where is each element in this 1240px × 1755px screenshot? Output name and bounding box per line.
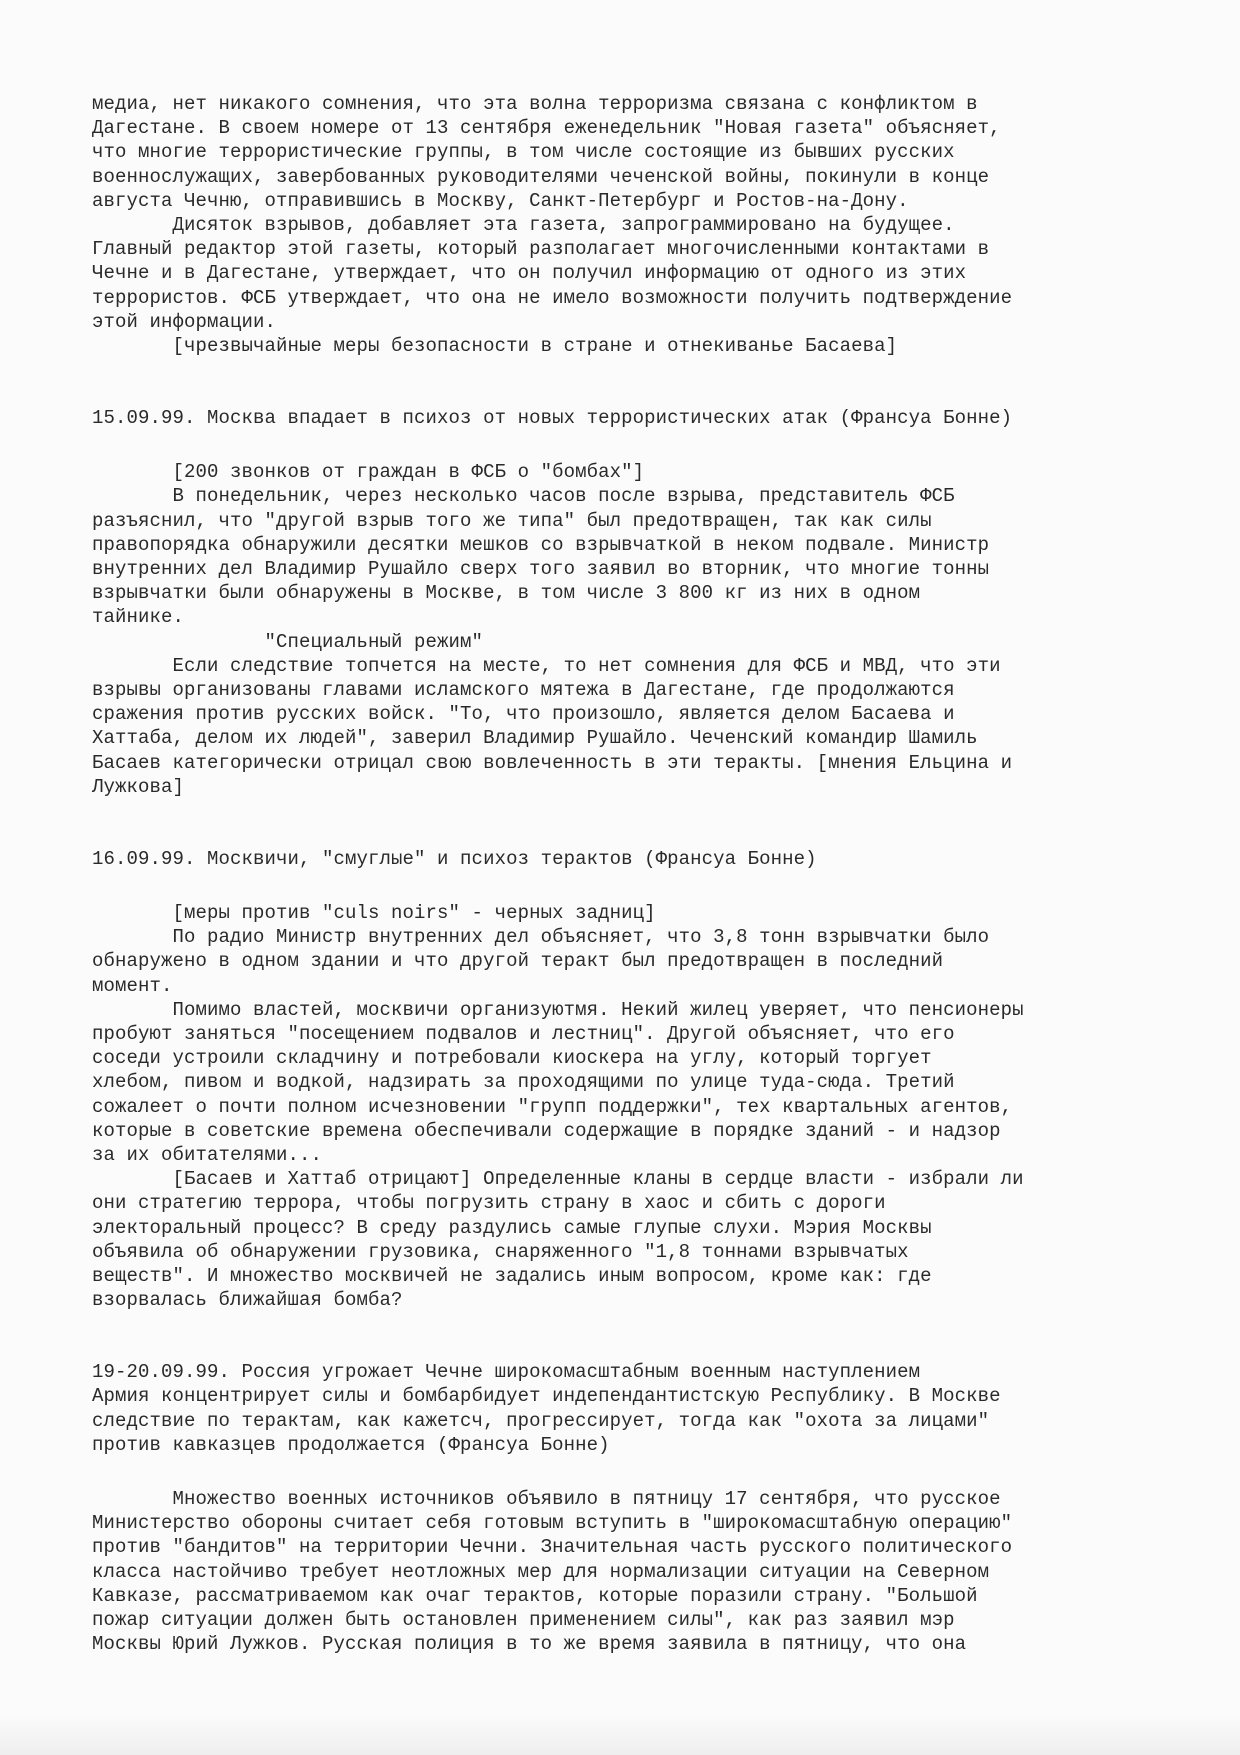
text-line: Главный редактор этой газеты, который разполагает многочисленными контактами в xyxy=(92,238,990,261)
text-line: Множество военных источников объявило в пятницу 17 сентября, что русское xyxy=(92,1488,1001,1510)
text-line: правопорядка обнаружили десятки мешков со взрывчаткой в неком подвале. Министр xyxy=(92,533,990,556)
article-heading: против кавказцев продолжается (Франсуа Бонне) xyxy=(92,1433,610,1456)
text-line: против "бандитов" на территории Чечни. Значительная часть русского политического xyxy=(92,1536,1013,1559)
text-line: пожар ситуации должен быть остановлен применением силы", как раз заявил мэр xyxy=(92,1608,955,1631)
article-heading: 19-20.09.99. Россия угрожает Чечне широкомасштабным военным наступлением xyxy=(92,1361,921,1384)
text-line: что многие террористические группы, в том числе состоящие из бывших русских xyxy=(92,141,955,164)
page-bottom-shadow xyxy=(0,1715,1240,1755)
article-heading: следствие по терактам, как кажетсч, прогрессирует, тогда как "охота за лицами" xyxy=(92,1409,990,1432)
text-line: которые в советские времена обеспечивали содержащие в порядке зданий - и надзор xyxy=(92,1119,1001,1142)
text-line: класса настойчиво требует неотложных мер для нормализации ситуации на Северном xyxy=(92,1560,990,1583)
text-line: [Басаев и Хаттаб отрицают] Определенные кланы в сердце власти - избрали ли xyxy=(92,1168,1024,1191)
text-line: за их обитателями... xyxy=(92,1143,323,1166)
text-line: они стратегию террора, чтобы погрузить страну в хаос и сбить с дороги xyxy=(92,1192,886,1215)
text-line: взорвалась ближайшая бомба? xyxy=(92,1289,403,1312)
text-line: [200 звонков от граждан в ФСБ о "бомбах"] xyxy=(92,461,645,484)
text-line: военнослужащих, завербованных руководителями чеченской войны, покинули в конце xyxy=(92,165,990,188)
text-line: террористов. ФСБ утверждает, что она не имело возможности получить подтверждение xyxy=(92,286,1013,309)
text-line: взрывы организованы главами исламского мятежа в Дагестане, где продолжаются xyxy=(92,678,955,701)
text-line: медиа, нет никакого сомнения, что эта волна терроризма связана с конфликтом в xyxy=(92,93,978,115)
section-15-09-99 xyxy=(92,406,1122,799)
text-line: соседи устроили складчину и потребовали киоскера на углу, который торгует xyxy=(92,1047,932,1070)
text-line: разъяснил, что "другой взрыв того же типа" был предотвращен, так как силы xyxy=(92,509,932,532)
text-line: объявила об обнаружении грузовика, снаряженного "1,8 тоннами взрывчатых xyxy=(92,1240,909,1263)
subheading-line: "Специальный режим" xyxy=(92,630,484,653)
text-line: внутренних дел Владимир Рушайло сверх того заявил во вторник, что многие тонны xyxy=(92,558,990,580)
text-line: сожалеет о почти полном исчезновении "групп поддержки", тех квартальных агентов, xyxy=(92,1095,1013,1118)
text-line: [меры против "culs noirs" - черных задниц] xyxy=(92,902,656,925)
text-line: Чечне и в Дагестане, утверждает, что он получил информацию от одного из этих xyxy=(92,262,967,285)
text-line: Если следствие топчется на месте, то нет сомнения для ФСБ и МВД, что эти xyxy=(92,654,1001,677)
article-heading: 16.09.99. Москвичи, "смуглые" и психоз терактов (Франсуа Бонне) xyxy=(92,847,817,870)
text-line: тайнике. xyxy=(92,606,185,629)
text-line: Дисяток взрывов, добавляет эта газета, запрограммировано на будущее. xyxy=(92,213,955,236)
text-line: августа Чечню, отправившись в Москву, Санкт-Петербург и Ростов-на-Дону. xyxy=(92,189,909,212)
section-intro xyxy=(92,92,1122,358)
text-line: Москвы Юрий Лужков. Русская полиция в то же время заявила в пятницу, что она xyxy=(92,1633,967,1656)
text-line: Хаттаба, делом их людей", заверил Владимир Рушайло. Чеченский командир Шамиль xyxy=(92,727,978,750)
text-line: этой информации. xyxy=(92,310,277,333)
text-line: веществ". И множество москвичей не задались иным вопросом, кроме как: где xyxy=(92,1264,932,1287)
section-19-20-09-99 xyxy=(92,1360,1122,1656)
text-line: сражения против русских войск. "То, что произошло, является делом Басаева и xyxy=(92,703,955,726)
text-line: Басаев категорически отрицал свою вовлеченность в эти теракты. [мнения Ельцина и xyxy=(92,751,1013,774)
document-body xyxy=(92,92,1122,1656)
text-line: Помимо властей, москвичи организуютмя. Некий жилец уверяет, что пенсионеры xyxy=(92,998,1024,1021)
article-heading: 15.09.99. Москва впадает в психоз от новых террористических атак (Франсуа Бонне) xyxy=(92,407,1013,430)
text-line: Лужкова] xyxy=(92,775,185,798)
text-line: Дагестане. В своем номере от 13 сентября еженедельник "Новая газета" объясняет, xyxy=(92,117,1001,140)
section-16-09-99 xyxy=(92,847,1122,1312)
text-line: [чрезвычайные меры безопасности в стране и отнекиванье Басаева] xyxy=(92,334,898,357)
text-line: Кавказе, рассматриваемом как очаг терактов, которые поразили страну. "Большой xyxy=(92,1584,978,1607)
text-line: хлебом, пивом и водкой, надзирать за проходящими по улице туда-сюда. Третий xyxy=(92,1071,955,1094)
text-line: взрывчатки были обнаружены в Москве, в том числе 3 800 кг из них в одном xyxy=(92,582,921,605)
article-heading: Армия концентрирует силы и бомбарбидует индепендантистскую Республику. В Москве xyxy=(92,1385,1001,1408)
text-line: момент. xyxy=(92,974,173,997)
text-line: пробуют заняться "посещением подвалов и лестниц". Другой объясняет, что его xyxy=(92,1023,955,1045)
text-line: электоральный процесс? В среду раздулись самые глупые слухи. Мэрия Москвы xyxy=(92,1216,932,1239)
text-line: обнаружено в одном здании и что другой теракт был предотвращен в последний xyxy=(92,950,944,973)
text-line: В понедельник, через несколько часов после взрыва, представитель ФСБ xyxy=(92,485,955,508)
text-line: По радио Министр внутренних дел объясняет, что 3,8 тонн взрывчатки было xyxy=(92,926,990,949)
text-line: Министерство обороны считает себя готовым вступить в "широкомасштабную операцию" xyxy=(92,1512,1013,1535)
